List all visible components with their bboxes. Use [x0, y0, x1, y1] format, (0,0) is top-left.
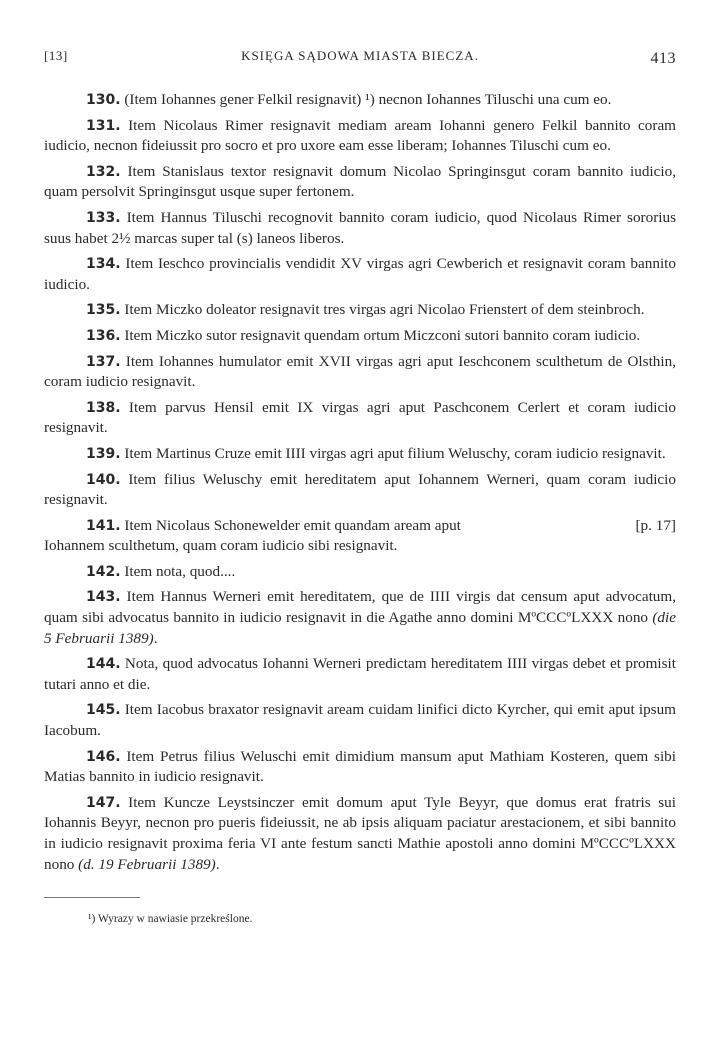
entry-134: 134. Item Ieschco provincialis vendidit XV virgas agri Cewberich et resignavit coram bannito iudicio. [44, 255, 676, 293]
entry-144: 144. Nota, quod advocatus Iohanni Werneri predictam hereditatem IIII virgas debet et promisit tutari anno et die. [44, 655, 676, 693]
entry-137: 137. Item Iohannes humulator emit XVII virgas agri aput Ieschconem sculthetum de Olsthin, coram iudicio resignavit. [44, 352, 676, 391]
entry-135: 135. Item Miczko doleator resignavit tres virgas agri Nicolao Frienstert of dem steinbroch. [86, 301, 645, 319]
page-number: 413 [650, 50, 676, 67]
footnote-divider [44, 897, 140, 898]
footnote: ¹) Wyrazy w nawiasie przekreślone. [88, 913, 253, 926]
entry-140: 140. Item filius Weluschy emit hereditatem aput Iohannem Werneri, quam coram iudicio resignavit. [44, 470, 676, 509]
running-title: KSIĘGA SĄDOWA MIASTA BIECZA. [241, 48, 479, 63]
date-note: (die 5 Februarii 1389) [44, 609, 676, 647]
date-note: (d. 19 Februarii 1389) [78, 855, 216, 873]
entry-130: 130. (Item Iohannes gener Felkil resignavit) ¹) necnon Iohannes Tiluschi una cum eo. [86, 91, 612, 108]
entry-138: 138. Item parvus Hensil emit IX virgas agri aput Paschconem Cerlert et coram iudicio resignavit. [44, 398, 676, 437]
section-number: [13] [44, 48, 68, 63]
entry-145: 145. Item Iacobus braxator resignavit aream cuidam linifici dicto Kyrcher, qui emit aput ipsum Iacobum. [44, 701, 676, 740]
entry-141: 141. Item Nicolaus Schonewelder emit quandam aream aput [p. 17] Iohannem sculthetum, quam coram iudicio sibi resignavit. [44, 516, 676, 555]
entry-146: 146. Item Petrus filius Weluschi emit dimidium mansum aput Mathiam Kosteren, quem sibi Matias bannito in iudicio resignavit. [44, 747, 676, 786]
entry-142: 142. Item nota, quod.... [86, 562, 236, 580]
entry-139: 139. Item Martinus Cruze emit IIII virgas agri aput filium Weluschy, coram iudicio resignavit. [86, 444, 666, 462]
entry-132: 132. Item Stanislaus textor resignavit domum Nicolao Springinsgut coram bannito iudicio, quam persolvit Springinsgut usque super fertonem. [44, 162, 676, 201]
running-head [44, 40, 676, 74]
entry-136: 136. Item Miczko sutor resignavit quendam ortum Miczconi sutori bannito coram iudicio. [86, 326, 641, 344]
entry-147: 147. Item Kuncze Leystsinczer emit domum aput Tyle Beyyr, que domus erat fratris sui Iohannis Beyyr, necnon pro pueris fideiussit, ne ab ipsis aliquam paciatur arestacionem, et sibi bannito in iudicio resignavit proxima feria VI ante festum sancti Mathie apostoli anno domini MºCCCºLXXX nono (d. 19 Februarii 1389). [44, 793, 676, 873]
margin-page-ref: [p. 17] [635, 516, 676, 534]
document-page [44, 40, 676, 926]
entry-131: 131. Item Nicolaus Rimer resignavit mediam aream Iohanni genero Felkil bannito coram iudicio, necnon fideiussit pro socro et pro uxore eam esse liberam; Iohannes Tiluschi cum eo. [44, 116, 676, 155]
entry-133: 133. Item Hannus Tiluschi recognovit bannito coram iudicio, quod Nicolaus Rimer sororius suus habet 2½ marcas super tal (s) laneos liberos. [44, 208, 676, 247]
entries [44, 90, 676, 875]
entry-143: 143. Item Hannus Werneri emit hereditatem, que de IIII virgis dat censum aput advocatum, quam sibi advocatus bannito in iudicio resignavit in die Agathe anno domini MºCCCºLXXX nono (die 5 Februarii 1389). [44, 588, 676, 647]
